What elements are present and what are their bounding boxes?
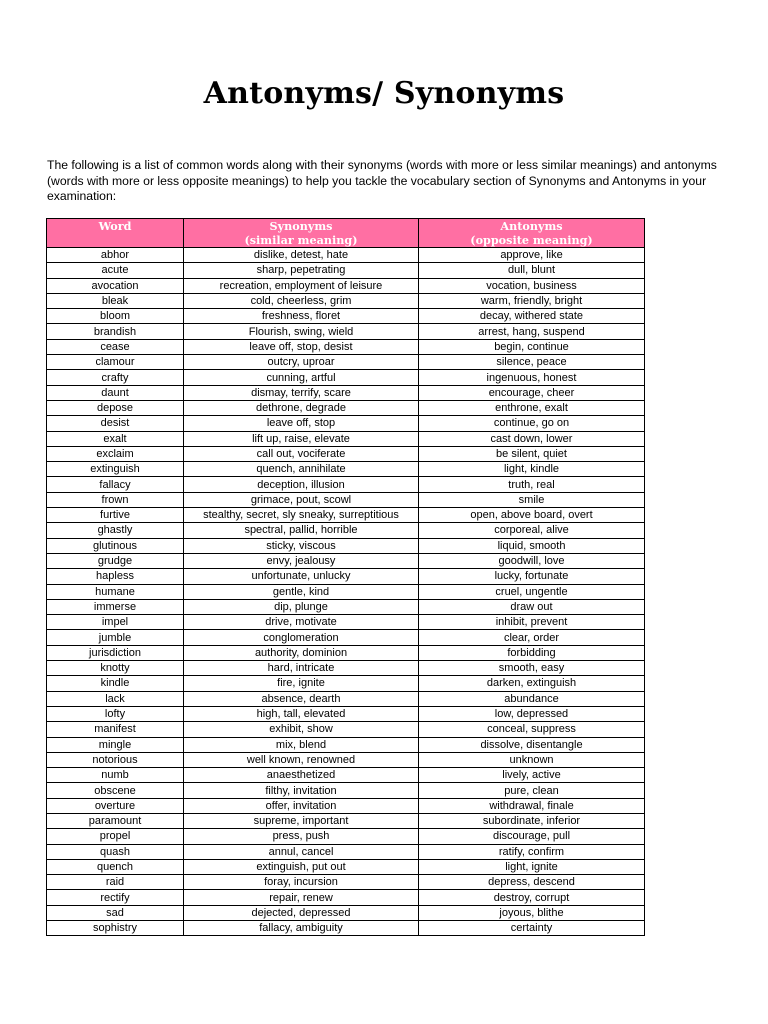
synonyms-cell: leave off, stop, desist [184, 339, 419, 354]
word-cell: numb [47, 768, 184, 783]
table-row [47, 553, 645, 568]
antonyms-cell: destroy, corrupt [419, 890, 645, 905]
word-cell: clamour [47, 355, 184, 370]
table-row [47, 538, 645, 553]
table-row [47, 599, 645, 614]
table-row [47, 706, 645, 721]
word-cell: overture [47, 798, 184, 813]
word-cell: lack [47, 691, 184, 706]
synonyms-cell: annul, cancel [184, 844, 419, 859]
antonyms-cell: lively, active [419, 768, 645, 783]
word-cell: obscene [47, 783, 184, 798]
table-row [47, 630, 645, 645]
header-synonyms-sublabel: (similar meaning) [244, 233, 358, 247]
table-row [47, 370, 645, 385]
word-cell: notorious [47, 752, 184, 767]
synonyms-cell: dismay, terrify, scare [184, 385, 419, 400]
antonyms-cell: dull, blunt [419, 263, 645, 278]
antonyms-cell: open, above board, overt [419, 508, 645, 523]
antonyms-cell: light, kindle [419, 462, 645, 477]
antonyms-cell: goodwill, love [419, 553, 645, 568]
synonyms-cell: lift up, raise, elevate [184, 431, 419, 446]
table-row [47, 890, 645, 905]
antonyms-cell: silence, peace [419, 355, 645, 370]
word-cell: sophistry [47, 921, 184, 936]
table-row [47, 752, 645, 767]
antonyms-cell: vocation, business [419, 278, 645, 293]
antonyms-cell: light, ignite [419, 859, 645, 874]
table-row [47, 477, 645, 492]
table-row [47, 737, 645, 752]
word-cell: sad [47, 905, 184, 920]
word-cell: depose [47, 400, 184, 415]
table-row [47, 446, 645, 461]
synonyms-cell: cunning, artful [184, 370, 419, 385]
antonyms-cell: unknown [419, 752, 645, 767]
synonyms-cell: authority, dominion [184, 645, 419, 660]
word-cell: desist [47, 416, 184, 431]
antonyms-cell: joyous, blithe [419, 905, 645, 920]
header-antonyms-sublabel: (opposite meaning) [470, 233, 593, 247]
word-cell: glutinous [47, 538, 184, 553]
word-cell: bloom [47, 309, 184, 324]
antonyms-cell: certainty [419, 921, 645, 936]
word-cell: mingle [47, 737, 184, 752]
word-cell: fallacy [47, 477, 184, 492]
synonyms-cell: leave off, stop [184, 416, 419, 431]
header-word-label: Word [98, 219, 132, 233]
synonyms-cell: stealthy, secret, sly sneaky, surreptitious [184, 508, 419, 523]
synonyms-cell: filthy, invitation [184, 783, 419, 798]
synonyms-cell: offer, invitation [184, 798, 419, 813]
table-row [47, 569, 645, 584]
antonyms-cell: subordinate, inferior [419, 813, 645, 828]
synonyms-cell: Flourish, swing, wield [184, 324, 419, 339]
antonyms-cell: abundance [419, 691, 645, 706]
synonyms-cell: freshness, floret [184, 309, 419, 324]
table-row [47, 400, 645, 415]
header-antonyms-label: Antonyms [500, 219, 563, 233]
header-word [47, 219, 184, 248]
synonyms-cell: call out, vociferate [184, 446, 419, 461]
antonyms-cell: discourage, pull [419, 829, 645, 844]
synonyms-cell: outcry, uproar [184, 355, 419, 370]
table-row [47, 691, 645, 706]
word-cell: daunt [47, 385, 184, 400]
synonyms-cell: sharp, pepetrating [184, 263, 419, 278]
table-row [47, 339, 645, 354]
table-row [47, 584, 645, 599]
synonyms-cell: conglomeration [184, 630, 419, 645]
word-cell: knotty [47, 661, 184, 676]
synonyms-cell: cold, cheerless, grim [184, 293, 419, 308]
antonyms-cell: warm, friendly, bright [419, 293, 645, 308]
synonyms-cell: gentle, kind [184, 584, 419, 599]
table-row [47, 859, 645, 874]
header-antonyms [419, 219, 645, 248]
synonyms-cell: extinguish, put out [184, 859, 419, 874]
word-cell: manifest [47, 722, 184, 737]
word-cell: furtive [47, 508, 184, 523]
table-row [47, 813, 645, 828]
antonyms-cell: clear, order [419, 630, 645, 645]
antonyms-cell: ratify, confirm [419, 844, 645, 859]
table-row [47, 416, 645, 431]
synonyms-cell: repair, renew [184, 890, 419, 905]
synonyms-cell: sticky, viscous [184, 538, 419, 553]
antonyms-cell: smooth, easy [419, 661, 645, 676]
word-cell: lofty [47, 706, 184, 721]
synonyms-cell: fire, ignite [184, 676, 419, 691]
table-row [47, 921, 645, 936]
table-row [47, 783, 645, 798]
synonyms-cell: deception, illusion [184, 477, 419, 492]
antonyms-cell: withdrawal, finale [419, 798, 645, 813]
antonyms-cell: continue, go on [419, 416, 645, 431]
table-row [47, 309, 645, 324]
antonyms-cell: enthrone, exalt [419, 400, 645, 415]
table-row [47, 523, 645, 538]
antonyms-cell: be silent, quiet [419, 446, 645, 461]
table-row [47, 293, 645, 308]
antonyms-cell: arrest, hang, suspend [419, 324, 645, 339]
word-cell: propel [47, 829, 184, 844]
synonyms-cell: dethrone, degrade [184, 400, 419, 415]
synonyms-cell: hard, intricate [184, 661, 419, 676]
table-row [47, 875, 645, 890]
word-cell: bleak [47, 293, 184, 308]
word-cell: jurisdiction [47, 645, 184, 660]
word-cell: abhor [47, 248, 184, 263]
table-row [47, 431, 645, 446]
table-row [47, 263, 645, 278]
antonyms-cell: forbidding [419, 645, 645, 660]
table-header-row [47, 219, 645, 248]
antonyms-cell: pure, clean [419, 783, 645, 798]
word-cell: ghastly [47, 523, 184, 538]
word-cell: grudge [47, 553, 184, 568]
table-row [47, 278, 645, 293]
synonyms-cell: fallacy, ambiguity [184, 921, 419, 936]
word-cell: frown [47, 492, 184, 507]
header-synonyms [184, 219, 419, 248]
antonyms-cell: decay, withered state [419, 309, 645, 324]
word-cell: exclaim [47, 446, 184, 461]
word-cell: immerse [47, 599, 184, 614]
antonyms-cell: liquid, smooth [419, 538, 645, 553]
word-cell: raid [47, 875, 184, 890]
synonyms-cell: mix, blend [184, 737, 419, 752]
antonyms-cell: cast down, lower [419, 431, 645, 446]
vocabulary-table [46, 218, 645, 936]
synonyms-cell: dip, plunge [184, 599, 419, 614]
antonyms-cell: draw out [419, 599, 645, 614]
word-cell: hapless [47, 569, 184, 584]
intro-paragraph: The following is a list of common words along with their synonyms (words with more or less similar meanings) and antonyms (words with more or less opposite meanings) to help you tackle the vocabulary section of Synonyms and Antonyms in your examination: [47, 158, 717, 203]
antonyms-cell: depress, descend [419, 875, 645, 890]
antonyms-cell: cruel, ungentle [419, 584, 645, 599]
table-row [47, 355, 645, 370]
antonyms-cell: darken, extinguish [419, 676, 645, 691]
synonyms-cell: well known, renowned [184, 752, 419, 767]
table-row [47, 615, 645, 630]
synonyms-cell: supreme, important [184, 813, 419, 828]
synonyms-cell: drive, motivate [184, 615, 419, 630]
table-row [47, 324, 645, 339]
antonyms-cell: smile [419, 492, 645, 507]
antonyms-cell: begin, continue [419, 339, 645, 354]
table-row [47, 385, 645, 400]
antonyms-cell: dissolve, disentangle [419, 737, 645, 752]
table-row [47, 492, 645, 507]
antonyms-cell: lucky, fortunate [419, 569, 645, 584]
table-row [47, 722, 645, 737]
word-cell: paramount [47, 813, 184, 828]
page-title: Antonyms/ Synonyms [203, 76, 565, 111]
synonyms-cell: foray, incursion [184, 875, 419, 890]
synonyms-cell: grimace, pout, scowl [184, 492, 419, 507]
table-row [47, 798, 645, 813]
antonyms-cell: truth, real [419, 477, 645, 492]
word-cell: avocation [47, 278, 184, 293]
word-cell: extinguish [47, 462, 184, 477]
table-row [47, 248, 645, 263]
synonyms-cell: unfortunate, unlucky [184, 569, 419, 584]
word-cell: cease [47, 339, 184, 354]
synonyms-cell: envy, jealousy [184, 553, 419, 568]
table-row [47, 508, 645, 523]
synonyms-cell: exhibit, show [184, 722, 419, 737]
antonyms-cell: low, depressed [419, 706, 645, 721]
antonyms-cell: conceal, suppress [419, 722, 645, 737]
table-row [47, 676, 645, 691]
synonyms-cell: recreation, employment of leisure [184, 278, 419, 293]
word-cell: crafty [47, 370, 184, 385]
synonyms-cell: spectral, pallid, horrible [184, 523, 419, 538]
word-cell: quench [47, 859, 184, 874]
antonyms-cell: ingenuous, honest [419, 370, 645, 385]
word-cell: kindle [47, 676, 184, 691]
table-row [47, 829, 645, 844]
word-cell: exalt [47, 431, 184, 446]
synonyms-cell: dislike, detest, hate [184, 248, 419, 263]
synonyms-cell: press, push [184, 829, 419, 844]
header-synonyms-label: Synonyms [269, 219, 333, 233]
table-body [47, 248, 645, 936]
word-cell: impel [47, 615, 184, 630]
synonyms-cell: absence, dearth [184, 691, 419, 706]
antonyms-cell: inhibit, prevent [419, 615, 645, 630]
table-row [47, 645, 645, 660]
synonyms-cell: anaesthetized [184, 768, 419, 783]
table-row [47, 661, 645, 676]
synonyms-cell: quench, annihilate [184, 462, 419, 477]
word-cell: quash [47, 844, 184, 859]
table-row [47, 905, 645, 920]
antonyms-cell: approve, like [419, 248, 645, 263]
word-cell: jumble [47, 630, 184, 645]
synonyms-cell: high, tall, elevated [184, 706, 419, 721]
word-cell: brandish [47, 324, 184, 339]
antonyms-cell: corporeal, alive [419, 523, 645, 538]
synonyms-cell: dejected, depressed [184, 905, 419, 920]
antonyms-cell: encourage, cheer [419, 385, 645, 400]
table-row [47, 462, 645, 477]
table-row [47, 768, 645, 783]
table-row [47, 844, 645, 859]
word-cell: rectify [47, 890, 184, 905]
word-cell: humane [47, 584, 184, 599]
word-cell: acute [47, 263, 184, 278]
